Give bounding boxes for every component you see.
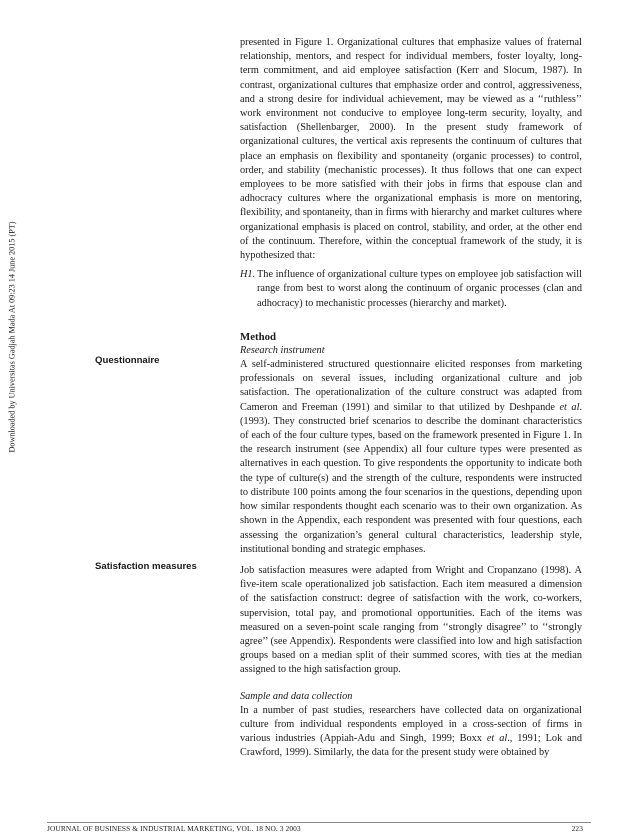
download-watermark [4,217,20,537]
satisfaction-paragraph: Job satisfaction measures were adapted from Wright and Cropanzano (1998). A five-item scale operationalized job satisfaction. Each item measured a dimension of the satisfaction construct: degree of satisfaction with the work, co-workers, supervision, total pay, and promotional opportunities. Each of the items was measured on a seven-point scale ranging from ‘‘strongly disagree’’ to ‘‘strongly agree’’ (see Appendix). Respondents were classified into low and high satisfaction groups based on a median split of their summed scores, with ties at the median assigned to the high satisfaction group. [240,564,582,676]
page-footer [47,824,583,833]
subheading-sample: Sample and data collection [240,690,353,702]
sample-text-1: In a number of past studies, researchers have collected data on organizational culture from individual respondents employed in a cross-section of firms in various industries (Appiah-Adu and Singh, 1999; Boxx [240,704,582,745]
download-notice: Downloaded by Universitas Gadjah Mada At 09:23 14 June 2015 (PT) [7,221,17,453]
sample-paragraph [240,704,582,761]
hypothesis-label: H1. [240,269,256,281]
hypothesis [240,268,582,311]
sample-etal: et al [486,733,508,745]
subheading-research-instrument: Research instrument [240,344,325,356]
questionnaire-paragraph [240,358,582,557]
margin-label-satisfaction: Satisfaction measures [95,561,197,572]
sample-text-2: ., 1991; Lok and Crawford, 1999). Similarly, the data for the present study were obtained by [240,733,582,759]
margin-label-questionnaire: Questionnaire [95,355,160,366]
questionnaire-etal: et al [559,401,580,413]
footer-rule [47,822,591,823]
questionnaire-text-2: . (1993). They constructed brief scenarios to describe the dominant characteristics of each of the four culture types, based on the framework presented in Figure 1. In the research instrument (see Appendix) all four culture types were presented as alternatives in each question. To give respondents the opportunity to indicate both the type of culture(s) and the strength of the culture, respondents were instructed to distribute 100 points among the four scenarios in the questions, depending upon how similar respondents thought each scenario was to their own organization. As shown in the Appendix, each respondent was presented with four questions, each assessing the organization’s general cultural characteristics, leadership style, institutional bonding and strategic emphases. [240,401,583,555]
page-number: 223 [571,824,583,833]
hypothesis-text: The influence of organizational culture types on employee job satisfaction will range from best to worst along the continuum of organic processes (clan and adhocracy) to mechanistic processes (hierarchy and market). [257,269,582,309]
questionnaire-text-1: A self-administered structured questionnaire elicited responses from marketing professionals on several issues, including organizational culture and job satisfaction. The operationalization of the culture construct was adapted from Cameron and Freeman (1991) and similar to that utilized by Deshpande [240,359,582,413]
main-text-column [240,36,582,761]
intro-paragraph: presented in Figure 1. Organizational cultures that emphasize values of fraternal relationship, mentors, and respect for individual members, foster loyalty, long-term commitment, and aid employee satisfaction (Kerr and Slocum, 1987). In contrast, organizational cultures that emphasize order and control, aggressiveness, and a strong desire for individual achievement, may be viewed as a ‘‘ruthless’’ work environment not conducive to employee long-term security, loyalty, and satisfaction (Shellenbarger, 2000). In the present study framework of organizational cultures, the vertical axis represents the continuum of cultures that place an emphasis on flexibility and spontaneity (organic processes) to control, order, and stability (mechanistic processes). It thus follows that one can expect employees to be more satisfied with their jobs in firms that espouse clan and adhocracy cultures where the organizational emphasis is more on mentoring, flexibility, and spontaneity, than in firms with hierarchy and market cultures where organizational emphasis is placed on control, stability, and order, at the other end of the continuum. Therefore, within the conceptual framework of the study, it is hypothesized that: [240,37,582,262]
journal-citation: JOURNAL OF BUSINESS & INDUSTRIAL MARKETING, VOL. 18 NO. 3 2003 [47,824,301,833]
section-heading-method: Method [240,330,276,343]
